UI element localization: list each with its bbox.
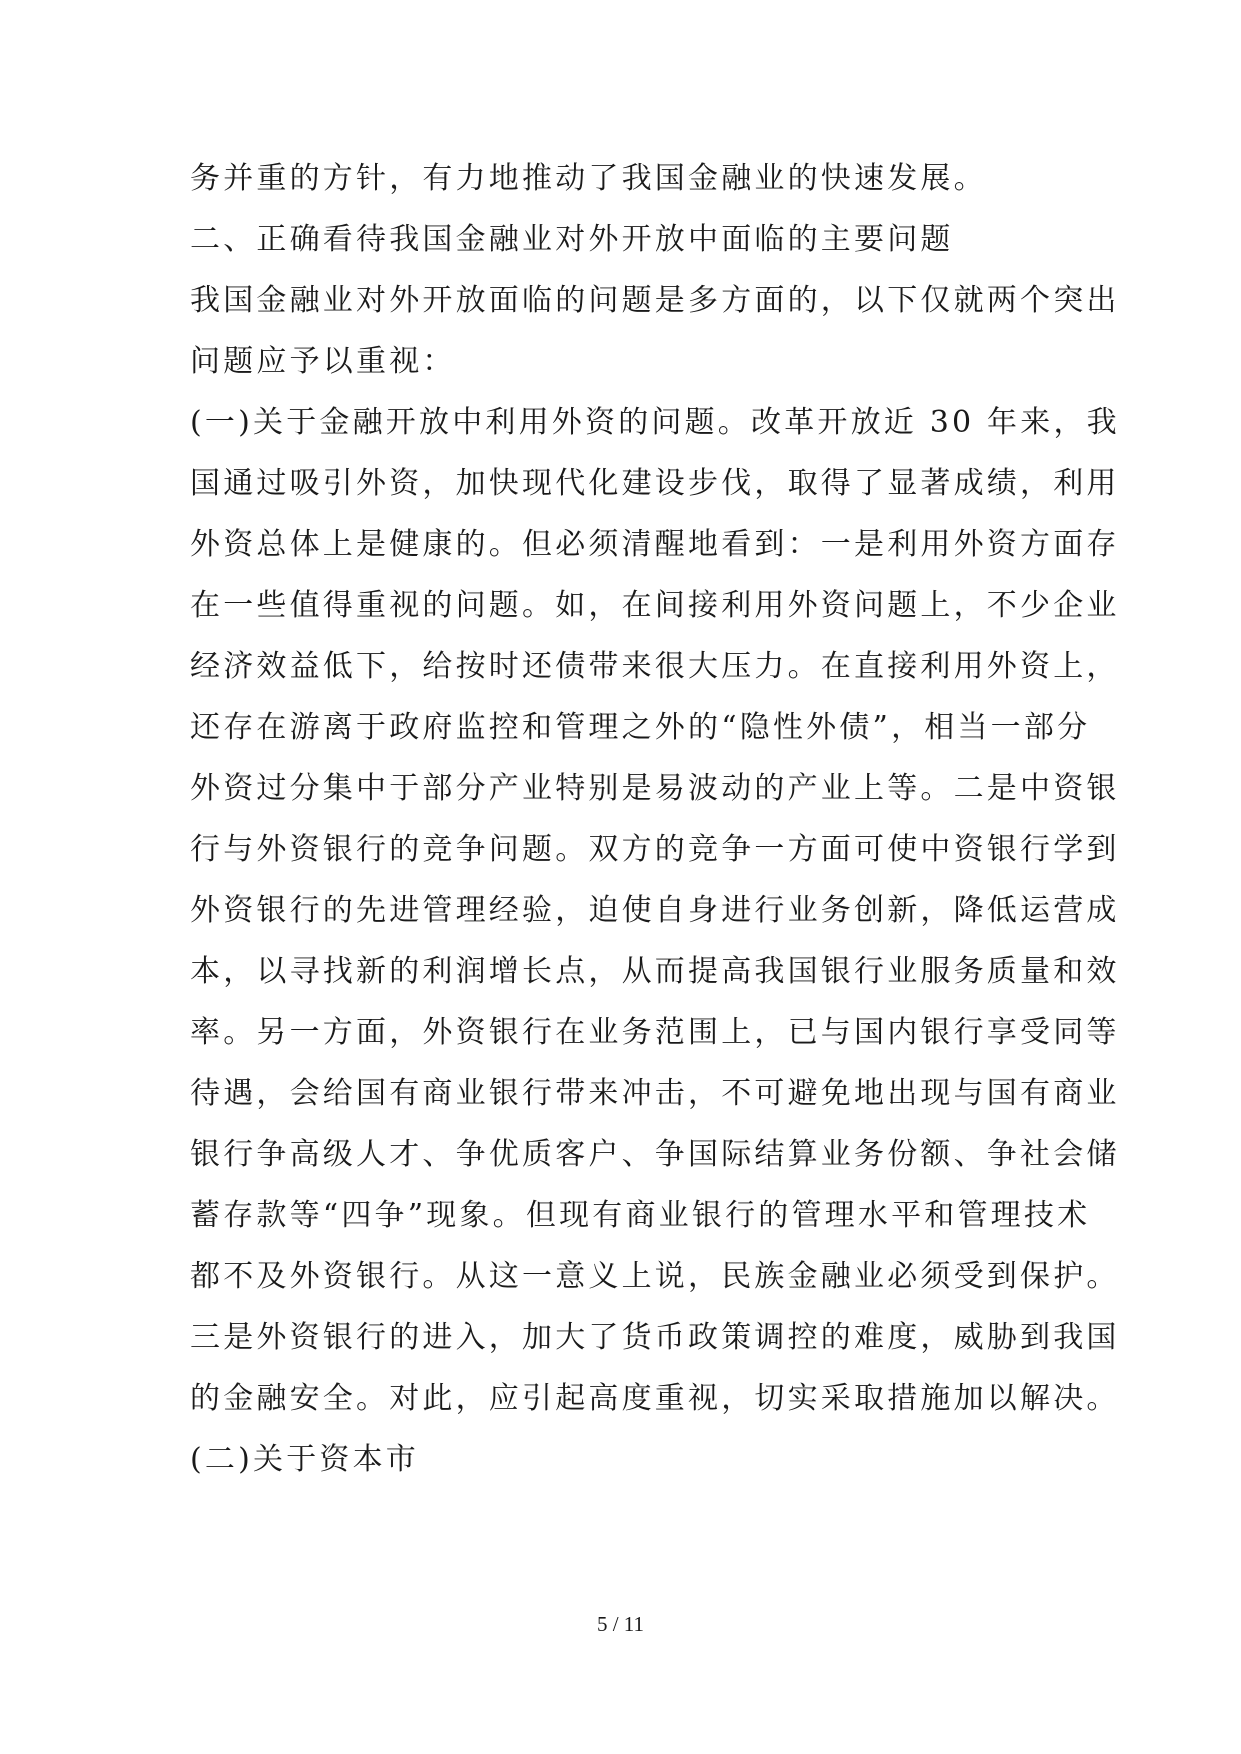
text-line: 外资银行的先进管理经验，迫使自身进行业务创新，降低运营成: [190, 893, 1120, 928]
text-line: 务并重的方针，有力地推动了我国金融业的快速发展。: [190, 161, 987, 196]
text-line: 待遇，会给国有商业银行带来冲击，不可避免地出现与国有商业: [190, 1076, 1120, 1111]
text-line: (一)关于金融开放中利用外资的问题。改革开放近 30 年来，我: [190, 405, 1120, 440]
body-text: [190, 148, 1120, 1490]
text-line: 外资过分集中于部分产业特别是易波动的产业上等。二是中资银: [190, 771, 1120, 806]
text-line: 的金融安全。对此，应引起高度重视，切实采取措施加以解决。: [190, 1381, 1120, 1416]
text-line: 本，以寻找新的利润增长点，从而提高我国银行业服务质量和效: [190, 954, 1120, 989]
text-line: 三是外资银行的进入，加大了货币政策调控的难度，威胁到我国: [190, 1320, 1120, 1355]
text-line: 都不及外资银行。从这一意义上说，民族金融业必须受到保护。: [190, 1259, 1120, 1294]
text-line: 还存在游离于政府监控和管理之外的“隐性外债”，相当一部分: [190, 710, 1091, 745]
text-line: 经济效益低下，给按时还债带来很大压力。在直接利用外资上，: [190, 649, 1120, 684]
text-line: 率。另一方面，外资银行在业务范围上，已与国内银行享受同等: [190, 1015, 1120, 1050]
text-line: 银行争高级人才、争优质客户、争国际结算业务份额、争社会储: [190, 1137, 1120, 1172]
text-line: 问题应予以重视：: [190, 344, 456, 379]
text-line: 行与外资银行的竞争问题。双方的竞争一方面可使中资银行学到: [190, 832, 1120, 867]
text-line: 外资总体上是健康的。但必须清醒地看到：一是利用外资方面存: [190, 527, 1120, 562]
text-line: 国通过吸引外资，加快现代化建设步伐，取得了显著成绩，利用: [190, 466, 1120, 501]
text-line: (二)关于资本市: [190, 1442, 420, 1477]
section-heading: 二、正确看待我国金融业对外开放中面临的主要问题: [190, 222, 954, 257]
text-line: 我国金融业对外开放面临的问题是多方面的，以下仅就两个突出: [190, 283, 1120, 318]
text-line: 在一些值得重视的问题。如，在间接利用外资问题上，不少企业: [190, 588, 1120, 623]
text-line: 蓄存款等“四争”现象。但现有商业银行的管理水平和管理技术: [190, 1198, 1091, 1233]
page-number: 5 / 11: [596, 1612, 645, 1636]
